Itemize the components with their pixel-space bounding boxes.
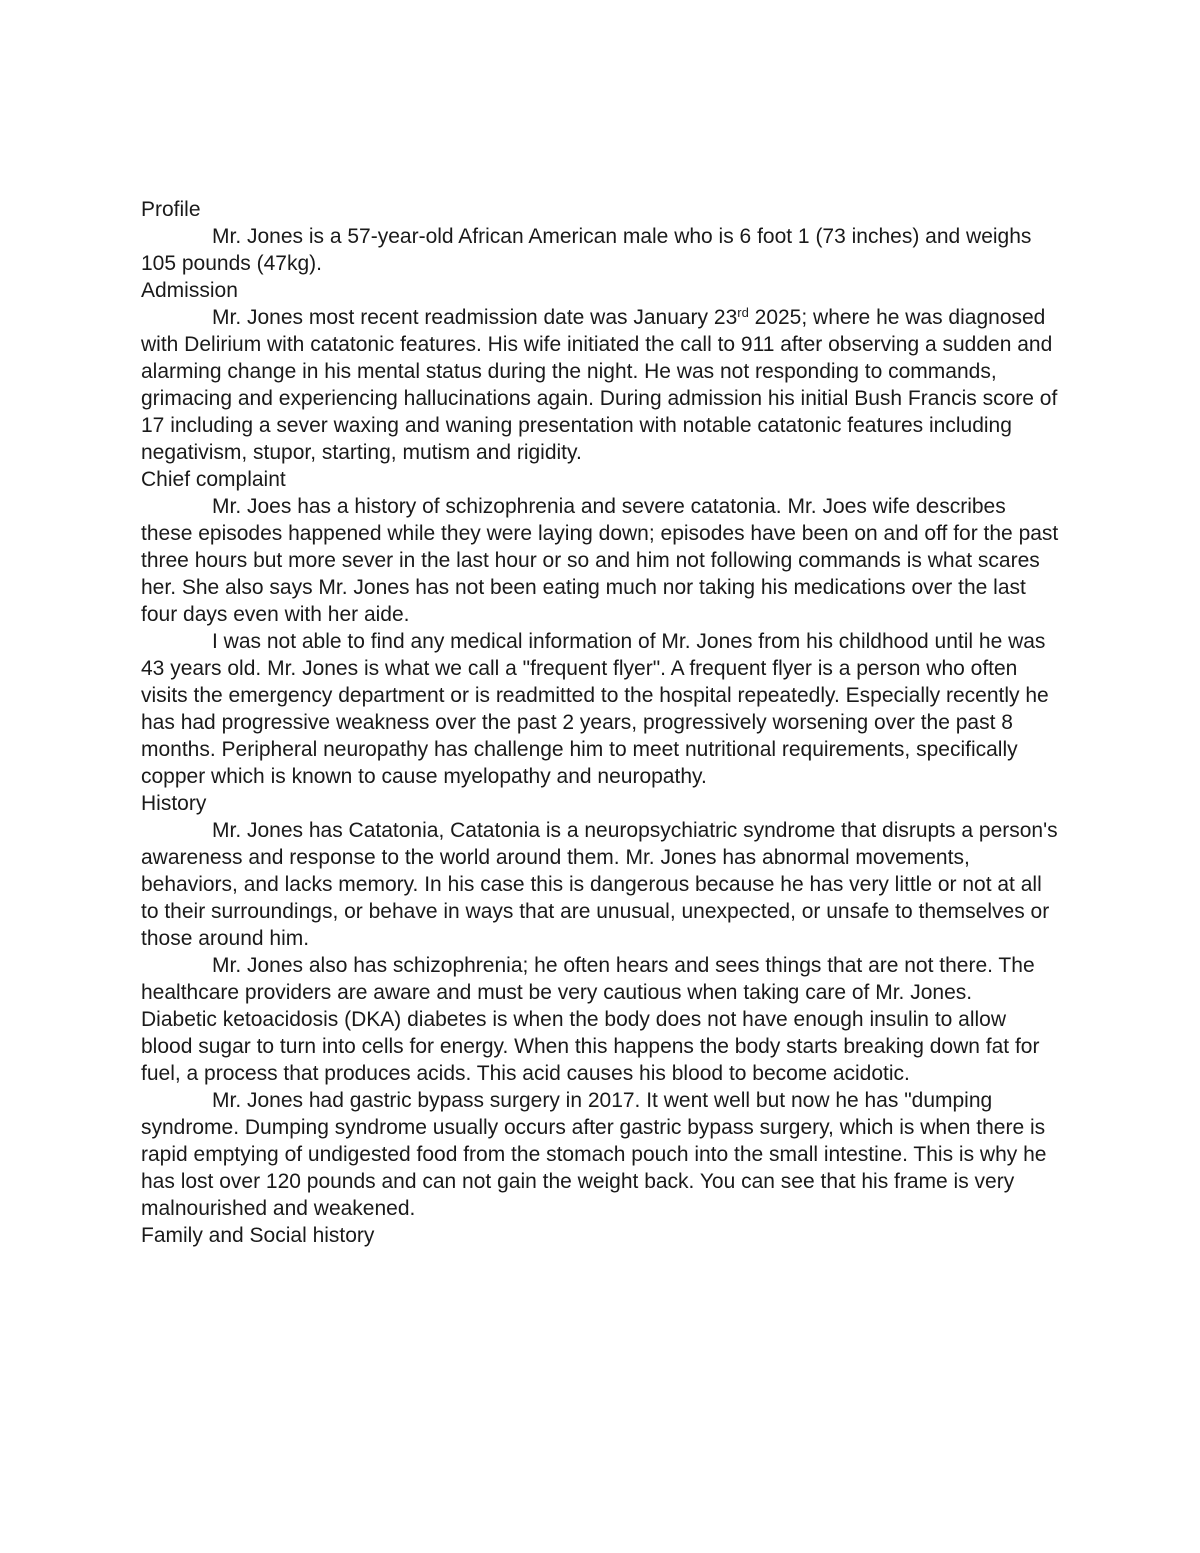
heading-admission: Admission — [141, 279, 238, 302]
history-paragraph-catatonia: Mr. Jones has Catatonia, Catatonia is a neuropsychiatric syndrome that disrupts a person's awareness and response to the world around them. Mr. Jones has abnormal movements, behaviors, and lacks memory. In his case this is dangerous because he has very little or not at all to their surroundings, or behave in ways that are unusual, unexpected, or unsafe to themselves or those around him. — [141, 819, 1058, 950]
ordinal-superscript: rd — [737, 305, 749, 320]
admission-paragraph — [141, 304, 1061, 466]
document-body — [141, 196, 1061, 1249]
history-paragraph-dka: Diabetic ketoacidosis (DKA) diabetes is when the body does not have enough insulin to allow blood sugar to turn into cells for energy. When this happens the body starts breaking down fat for fuel, a process that produces acids. This acid causes his blood to become acidotic. — [141, 1008, 1040, 1085]
history-paragraph-gastric-bypass: Mr. Jones had gastric bypass surgery in 2017. It went well but now he has "dumping syndrome. Dumping syndrome usually occurs after gastric bypass surgery, which is when there is rapid emptying of undigested food from the stomach pouch into the small intestine. This is why he has lost over 120 pounds and can not gain the weight back. You can see that his frame is very malnourished and weakened. — [141, 1089, 1047, 1220]
chief-complaint-paragraph-2: I was not able to find any medical information of Mr. Jones from his childhood until he was 43 years old. Mr. Jones is what we call a "frequent flyer". A frequent flyer is a person who often visits the emergency department or is readmitted to the hospital repeatedly. Especially recently he has had progressive weakness over the past 2 years, progressively worsening over the past 8 months. Peripheral neuropathy has challenge him to meet nutritional requirements, specifically copper which is known to cause myelopathy and neuropathy. — [141, 630, 1049, 788]
heading-family-social-history: Family and Social history — [141, 1224, 375, 1247]
heading-chief-complaint: Chief complaint — [141, 468, 286, 491]
profile-paragraph: Mr. Jones is a 57-year-old African American male who is 6 foot 1 (73 inches) and weighs 105 pounds (47kg). — [141, 225, 1032, 275]
history-paragraph-schizophrenia: Mr. Jones also has schizophrenia; he often hears and sees things that are not there. The healthcare providers are aware and must be very cautious when taking care of Mr. Jones. — [141, 954, 1035, 1004]
heading-profile: Profile — [141, 198, 201, 221]
admission-text-rest: 2025; where he was diagnosed with Delirium with catatonic features. His wife initiated the call to 911 after observing a sudden and alarming change in his mental status during the night. He was not responding to commands, grimacing and experiencing hallucinations again. During admission his initial Bush Francis score of 17 including a sever waxing and waning presentation with notable catatonic features including negativism, stupor, starting, mutism and rigidity. — [141, 306, 1058, 464]
heading-history: History — [141, 792, 207, 815]
admission-text-start: Mr. Jones most recent readmission date was January 23 — [212, 306, 738, 329]
chief-complaint-paragraph-1: Mr. Joes has a history of schizophrenia and severe catatonia. Mr. Joes wife describes these episodes happened while they were laying down; episodes have been on and off for the past three hours but more sever in the last hour or so and him not following commands is what scares her. She also says Mr. Jones has not been eating much nor taking his medications over the last four days even with her aide. — [141, 495, 1059, 626]
